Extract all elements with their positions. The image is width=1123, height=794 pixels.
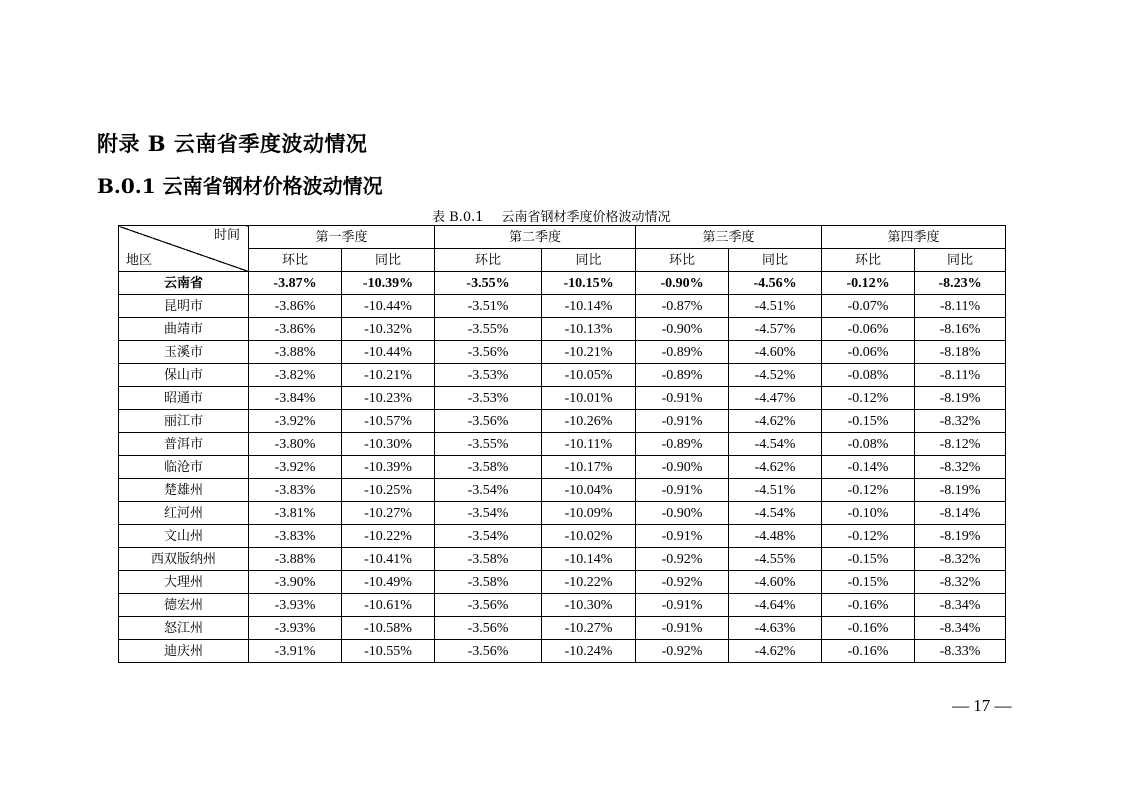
steel-price-table [118, 225, 1006, 663]
value-cell: -0.91% [636, 525, 729, 548]
value-cell: -10.55% [342, 640, 435, 663]
metric-header: 同比 [542, 249, 636, 272]
value-cell: -10.09% [542, 502, 636, 525]
value-cell: -0.08% [822, 364, 915, 387]
value-cell: -8.34% [915, 617, 1006, 640]
value-cell: -10.27% [342, 502, 435, 525]
value-cell: -10.27% [542, 617, 636, 640]
value-cell: -0.12% [822, 387, 915, 410]
table-row [119, 410, 1006, 433]
value-cell: -0.08% [822, 433, 915, 456]
value-cell: -4.63% [729, 617, 822, 640]
table-row [119, 341, 1006, 364]
value-cell: -10.58% [342, 617, 435, 640]
quarter-header: 第二季度 [435, 226, 636, 249]
table-row [119, 272, 1006, 295]
value-cell: -4.62% [729, 410, 822, 433]
value-cell: -3.54% [435, 479, 542, 502]
value-cell: -10.14% [542, 548, 636, 571]
value-cell: -3.54% [435, 502, 542, 525]
value-cell: -0.90% [636, 502, 729, 525]
value-cell: -3.55% [435, 272, 542, 295]
value-cell: -0.16% [822, 640, 915, 663]
region-cell: 曲靖市 [119, 318, 249, 341]
region-cell: 怒江州 [119, 617, 249, 640]
region-cell: 云南省 [119, 272, 249, 295]
value-cell: -3.93% [249, 594, 342, 617]
table-row [119, 433, 1006, 456]
value-cell: -3.84% [249, 387, 342, 410]
value-cell: -3.58% [435, 548, 542, 571]
header-row-quarters [119, 226, 1006, 249]
value-cell: -0.16% [822, 594, 915, 617]
value-cell: -10.41% [342, 548, 435, 571]
table-caption [432, 206, 671, 225]
table-row [119, 502, 1006, 525]
value-cell: -4.64% [729, 594, 822, 617]
value-cell: -0.91% [636, 479, 729, 502]
value-cell: -0.12% [822, 479, 915, 502]
corner-label-time: 时间 [213, 228, 240, 243]
value-cell: -10.11% [542, 433, 636, 456]
value-cell: -8.32% [915, 571, 1006, 594]
table-row [119, 364, 1006, 387]
value-cell: -0.90% [636, 318, 729, 341]
value-cell: -8.19% [915, 479, 1006, 502]
quarter-header: 第一季度 [249, 226, 435, 249]
table-row [119, 456, 1006, 479]
value-cell: -10.49% [342, 571, 435, 594]
value-cell: -0.89% [636, 364, 729, 387]
value-cell: -3.83% [249, 479, 342, 502]
value-cell: -3.58% [435, 571, 542, 594]
value-cell: -0.92% [636, 571, 729, 594]
value-cell: -8.14% [915, 502, 1006, 525]
value-cell: -4.48% [729, 525, 822, 548]
value-cell: -3.91% [249, 640, 342, 663]
value-cell: -4.54% [729, 502, 822, 525]
value-cell: -3.56% [435, 410, 542, 433]
region-cell: 红河州 [119, 502, 249, 525]
value-cell: -0.06% [822, 341, 915, 364]
value-cell: -8.32% [915, 410, 1006, 433]
region-cell: 楚雄州 [119, 479, 249, 502]
value-cell: -4.47% [729, 387, 822, 410]
corner-label-region: 地区 [126, 253, 153, 268]
value-cell: -0.90% [636, 456, 729, 479]
value-cell: -0.14% [822, 456, 915, 479]
value-cell: -3.51% [435, 295, 542, 318]
quarter-header: 第四季度 [822, 226, 1006, 249]
region-cell: 德宏州 [119, 594, 249, 617]
region-cell: 西双版纳州 [119, 548, 249, 571]
value-cell: -4.56% [729, 272, 822, 295]
table-row [119, 295, 1006, 318]
header-row-metrics [119, 249, 1006, 272]
value-cell: -10.24% [542, 640, 636, 663]
value-cell: -0.15% [822, 571, 915, 594]
value-cell: -4.62% [729, 640, 822, 663]
value-cell: -0.12% [822, 272, 915, 295]
value-cell: -4.54% [729, 433, 822, 456]
value-cell: -10.21% [342, 364, 435, 387]
value-cell: -10.23% [342, 387, 435, 410]
value-cell: -0.16% [822, 617, 915, 640]
value-cell: -3.87% [249, 272, 342, 295]
region-cell: 丽江市 [119, 410, 249, 433]
value-cell: -0.89% [636, 433, 729, 456]
quarter-header: 第三季度 [636, 226, 822, 249]
table-body [119, 272, 1006, 663]
page-number: — 17 — [952, 696, 1012, 715]
value-cell: -8.18% [915, 341, 1006, 364]
table-row [119, 571, 1006, 594]
metric-header: 环比 [636, 249, 729, 272]
value-cell: -8.12% [915, 433, 1006, 456]
value-cell: -8.23% [915, 272, 1006, 295]
value-cell: -10.30% [342, 433, 435, 456]
value-cell: -0.07% [822, 295, 915, 318]
value-cell: -10.32% [342, 318, 435, 341]
region-cell: 临沧市 [119, 456, 249, 479]
value-cell: -0.92% [636, 548, 729, 571]
value-cell: -10.30% [542, 594, 636, 617]
value-cell: -10.04% [542, 479, 636, 502]
region-cell: 保山市 [119, 364, 249, 387]
table-row [119, 479, 1006, 502]
value-cell: -10.02% [542, 525, 636, 548]
value-cell: -4.60% [729, 571, 822, 594]
table-caption-text: 云南省钢材季度价格波动情况 [501, 210, 671, 225]
value-cell: -8.11% [915, 364, 1006, 387]
value-cell: -8.33% [915, 640, 1006, 663]
value-cell: -3.81% [249, 502, 342, 525]
value-cell: -10.17% [542, 456, 636, 479]
value-cell: -10.22% [542, 571, 636, 594]
value-cell: -3.58% [435, 456, 542, 479]
value-cell: -8.32% [915, 548, 1006, 571]
value-cell: -8.32% [915, 456, 1006, 479]
region-cell: 玉溪市 [119, 341, 249, 364]
value-cell: -4.60% [729, 341, 822, 364]
region-cell: 迪庆州 [119, 640, 249, 663]
value-cell: -8.34% [915, 594, 1006, 617]
value-cell: -0.15% [822, 410, 915, 433]
metric-header: 环比 [249, 249, 342, 272]
value-cell: -10.44% [342, 295, 435, 318]
corner-cell [119, 226, 249, 272]
value-cell: -0.92% [636, 640, 729, 663]
value-cell: -4.55% [729, 548, 822, 571]
value-cell: -10.05% [542, 364, 636, 387]
value-cell: -0.91% [636, 387, 729, 410]
value-cell: -10.44% [342, 341, 435, 364]
value-cell: -3.88% [249, 341, 342, 364]
value-cell: -8.16% [915, 318, 1006, 341]
value-cell: -0.06% [822, 318, 915, 341]
value-cell: -3.92% [249, 410, 342, 433]
value-cell: -10.39% [342, 456, 435, 479]
value-cell: -0.15% [822, 548, 915, 571]
metric-header: 同比 [915, 249, 1006, 272]
value-cell: -10.61% [342, 594, 435, 617]
value-cell: -3.56% [435, 341, 542, 364]
value-cell: -3.92% [249, 456, 342, 479]
value-cell: -3.80% [249, 433, 342, 456]
metric-header: 同比 [342, 249, 435, 272]
value-cell: -3.82% [249, 364, 342, 387]
value-cell: -4.57% [729, 318, 822, 341]
table-row [119, 617, 1006, 640]
value-cell: -3.55% [435, 433, 542, 456]
value-cell: -0.91% [636, 594, 729, 617]
value-cell: -8.19% [915, 525, 1006, 548]
value-cell: -3.55% [435, 318, 542, 341]
value-cell: -3.53% [435, 387, 542, 410]
value-cell: -3.54% [435, 525, 542, 548]
value-cell: -0.12% [822, 525, 915, 548]
value-cell: -0.89% [636, 341, 729, 364]
metric-header: 环比 [822, 249, 915, 272]
region-cell: 普洱市 [119, 433, 249, 456]
region-cell: 大理州 [119, 571, 249, 594]
table-row [119, 387, 1006, 410]
metric-header: 环比 [435, 249, 542, 272]
value-cell: -4.52% [729, 364, 822, 387]
value-cell: -3.86% [249, 295, 342, 318]
table-row [119, 318, 1006, 341]
value-cell: -0.10% [822, 502, 915, 525]
table-caption-label: 表 B.0.1 [432, 210, 484, 225]
region-cell: 昭通市 [119, 387, 249, 410]
value-cell: -8.11% [915, 295, 1006, 318]
value-cell: -3.86% [249, 318, 342, 341]
metric-header: 同比 [729, 249, 822, 272]
table-row [119, 594, 1006, 617]
value-cell: -10.26% [542, 410, 636, 433]
value-cell: -0.91% [636, 410, 729, 433]
value-cell: -4.51% [729, 479, 822, 502]
table-row [119, 640, 1006, 663]
value-cell: -3.56% [435, 640, 542, 663]
value-cell: -10.14% [542, 295, 636, 318]
region-cell: 昆明市 [119, 295, 249, 318]
value-cell: -10.01% [542, 387, 636, 410]
value-cell: -10.39% [342, 272, 435, 295]
value-cell: -3.93% [249, 617, 342, 640]
value-cell: -10.57% [342, 410, 435, 433]
value-cell: -0.91% [636, 617, 729, 640]
value-cell: -10.22% [342, 525, 435, 548]
table-row [119, 525, 1006, 548]
region-cell: 文山州 [119, 525, 249, 548]
value-cell: -3.56% [435, 594, 542, 617]
value-cell: -3.88% [249, 548, 342, 571]
value-cell: -3.56% [435, 617, 542, 640]
value-cell: -4.62% [729, 456, 822, 479]
section-title: B.0.1 云南省钢材价格波动情况 [97, 174, 383, 198]
value-cell: -10.21% [542, 341, 636, 364]
value-cell: -3.53% [435, 364, 542, 387]
value-cell: -4.51% [729, 295, 822, 318]
value-cell: -3.83% [249, 525, 342, 548]
appendix-title: 附录 B 云南省季度波动情况 [97, 131, 368, 156]
value-cell: -8.19% [915, 387, 1006, 410]
value-cell: -0.87% [636, 295, 729, 318]
value-cell: -0.90% [636, 272, 729, 295]
table-row [119, 548, 1006, 571]
value-cell: -10.13% [542, 318, 636, 341]
value-cell: -10.15% [542, 272, 636, 295]
value-cell: -3.90% [249, 571, 342, 594]
value-cell: -10.25% [342, 479, 435, 502]
